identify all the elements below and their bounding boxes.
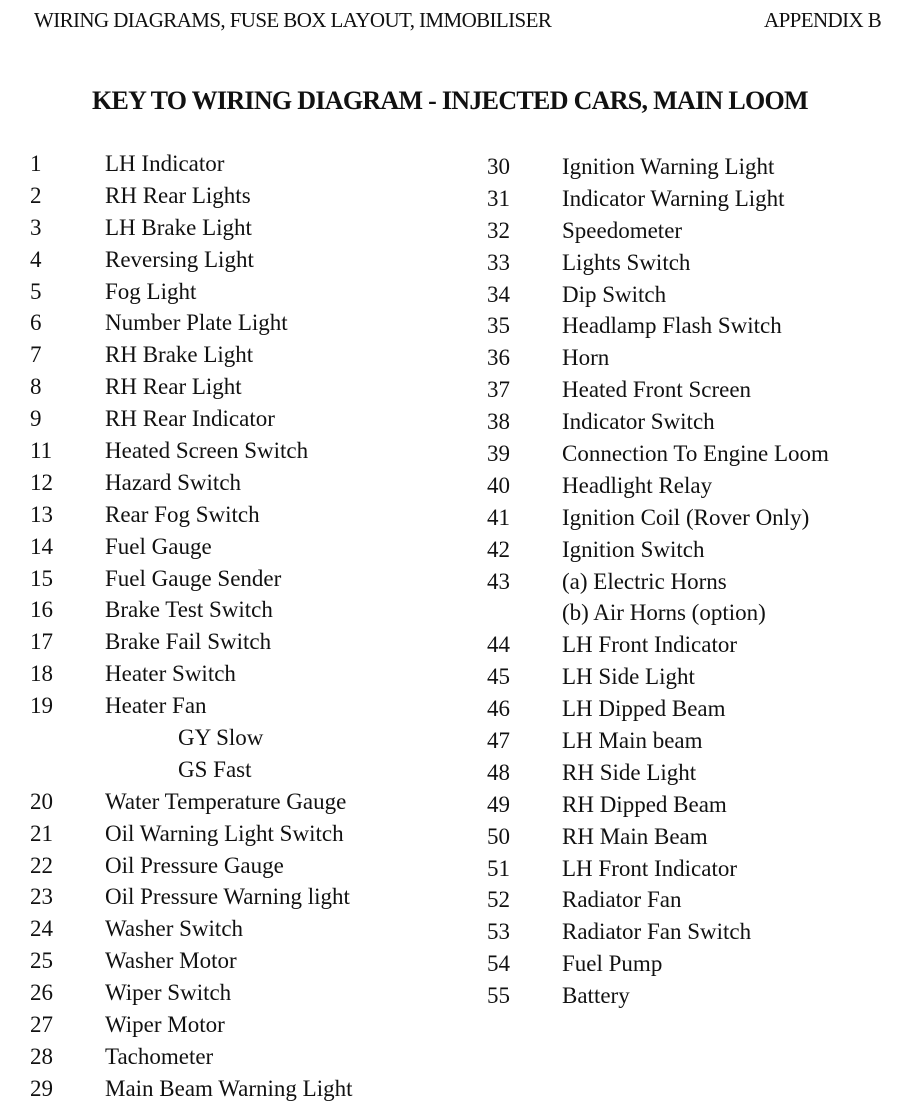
key-number: 3 [30, 214, 42, 240]
key-label: GY Slow [178, 725, 264, 751]
key-number: 19 [30, 693, 53, 719]
key-label: LH Side Light [562, 664, 695, 690]
key-number: 47 [487, 728, 510, 754]
key-label: Oil Warning Light Switch [105, 820, 344, 846]
running-header-section: WIRING DIAGRAMS, FUSE BOX LAYOUT, IMMOBILISER [34, 8, 552, 32]
key-label: Heater Switch [105, 661, 236, 687]
key-number: 15 [30, 565, 53, 591]
key-label: Fuel Gauge [105, 533, 212, 559]
key-label: Washer Motor [105, 948, 237, 974]
key-label: Indicator Warning Light [562, 185, 785, 211]
key-label: (a) Electric Horns [562, 568, 727, 594]
key-number: 11 [30, 438, 53, 464]
key-label: RH Dipped Beam [562, 791, 727, 817]
key-number: 8 [30, 374, 42, 400]
key-label: Brake Fail Switch [105, 629, 272, 655]
key-label: LH Brake Light [105, 214, 252, 240]
key-label: Fuel Pump [562, 951, 663, 977]
key-number: 5 [30, 278, 42, 304]
key-label: Washer Switch [105, 916, 244, 942]
key-label: LH Dipped Beam [562, 696, 726, 722]
key-label: GS Fast [178, 756, 252, 782]
key-number: 27 [30, 1012, 53, 1038]
key-label: Main Beam Warning Light [105, 1075, 353, 1101]
key-number: 35 [487, 313, 510, 339]
key-label: LH Front Indicator [562, 632, 738, 658]
key-label: Dip Switch [562, 281, 667, 307]
key-number: 52 [487, 887, 510, 913]
key-number: 36 [487, 345, 510, 371]
key-label: Wiper Switch [105, 980, 232, 1006]
key-number: 2 [30, 182, 42, 208]
key-number: 49 [487, 791, 510, 817]
key-label: Oil Pressure Gauge [105, 852, 284, 878]
key-label: Wiper Motor [105, 1012, 225, 1038]
key-number: 29 [30, 1075, 53, 1101]
key-number: 50 [487, 823, 510, 849]
key-label: Heated Screen Switch [105, 438, 309, 464]
key-number: 31 [487, 185, 510, 211]
key-label: RH Rear Light [105, 374, 242, 400]
key-number: 43 [487, 568, 510, 594]
key-label: Number Plate Light [105, 310, 288, 336]
key-number: 16 [30, 597, 53, 623]
key-number: 9 [30, 406, 42, 432]
key-number: 30 [487, 154, 510, 179]
key-label: LH Front Indicator [562, 855, 738, 881]
key-number: 55 [487, 983, 510, 1009]
key-number: 25 [30, 948, 53, 974]
key-label: LH Indicator [105, 151, 225, 176]
key-number: 23 [30, 884, 53, 910]
key-number: 48 [487, 759, 510, 785]
key-label: Horn [562, 345, 610, 371]
key-number: 38 [487, 409, 510, 435]
key-number: 13 [30, 501, 53, 527]
key-label: RH Brake Light [105, 342, 254, 368]
key-number: 28 [30, 1043, 53, 1069]
key-label: Connection To Engine Loom [562, 441, 829, 467]
key-label: Ignition Warning Light [562, 154, 775, 179]
key-label: Headlamp Flash Switch [562, 313, 782, 339]
key-label: RH Main Beam [562, 823, 708, 849]
key-number: 6 [30, 310, 42, 336]
key-number: 42 [487, 536, 510, 562]
key-label: Radiator Fan [562, 887, 682, 913]
key-label: Tachometer [105, 1043, 214, 1069]
key-number: 26 [30, 980, 53, 1006]
key-number: 41 [487, 504, 510, 530]
key-label: Indicator Switch [562, 409, 715, 435]
key-label: Water Temperature Gauge [105, 788, 347, 814]
key-number: 44 [487, 632, 510, 658]
key-label: Heated Front Screen [562, 377, 752, 403]
key-number: 32 [487, 217, 510, 243]
key-number: 4 [30, 246, 42, 272]
key-number: 1 [30, 151, 42, 176]
key-number: 21 [30, 820, 53, 846]
key-number: 14 [30, 533, 53, 559]
key-number: 22 [30, 852, 53, 878]
key-label: Rear Fog Switch [105, 501, 260, 527]
key-number: 54 [487, 951, 510, 977]
key-number: 39 [487, 441, 510, 467]
key-number: 45 [487, 664, 510, 690]
key-number: 12 [30, 469, 53, 495]
running-header-appendix: APPENDIX B [764, 8, 882, 32]
key-label: Reversing Light [105, 246, 254, 272]
key-number: 51 [487, 855, 510, 881]
key-number: 17 [30, 629, 53, 655]
key-label: Battery [562, 983, 630, 1009]
key-label: LH Main beam [562, 728, 703, 754]
key-number: 33 [487, 249, 510, 275]
key-number: 34 [487, 281, 510, 307]
key-number: 20 [30, 788, 53, 814]
key-label: Speedometer [562, 217, 683, 243]
key-number: 18 [30, 661, 53, 687]
key-label: Hazard Switch [105, 469, 242, 495]
key-label: RH Side Light [562, 759, 697, 785]
key-label: Oil Pressure Warning light [105, 884, 350, 910]
key-number: 40 [487, 472, 510, 498]
key-label: Ignition Coil (Rover Only) [562, 504, 810, 530]
key-label: (b) Air Horns (option) [562, 600, 766, 626]
key-number: 24 [30, 916, 53, 942]
key-number: 53 [487, 919, 510, 945]
key-number: 37 [487, 377, 510, 403]
key-number: 46 [487, 696, 510, 722]
page-title: KEY TO WIRING DIAGRAM - INJECTED CARS, MAIN LOOM [92, 86, 808, 115]
key-label: Lights Switch [562, 249, 691, 275]
key-label: Ignition Switch [562, 536, 705, 562]
key-label: RH Rear Indicator [105, 406, 275, 432]
key-label: RH Rear Lights [105, 182, 251, 208]
key-label: Heater Fan [105, 693, 207, 719]
key-label: Headlight Relay [562, 472, 713, 498]
key-label: Brake Test Switch [105, 597, 273, 623]
key-label: Fuel Gauge Sender [105, 565, 282, 591]
key-number: 7 [30, 342, 42, 368]
key-label: Fog Light [105, 278, 197, 304]
key-label: Radiator Fan Switch [562, 919, 752, 945]
